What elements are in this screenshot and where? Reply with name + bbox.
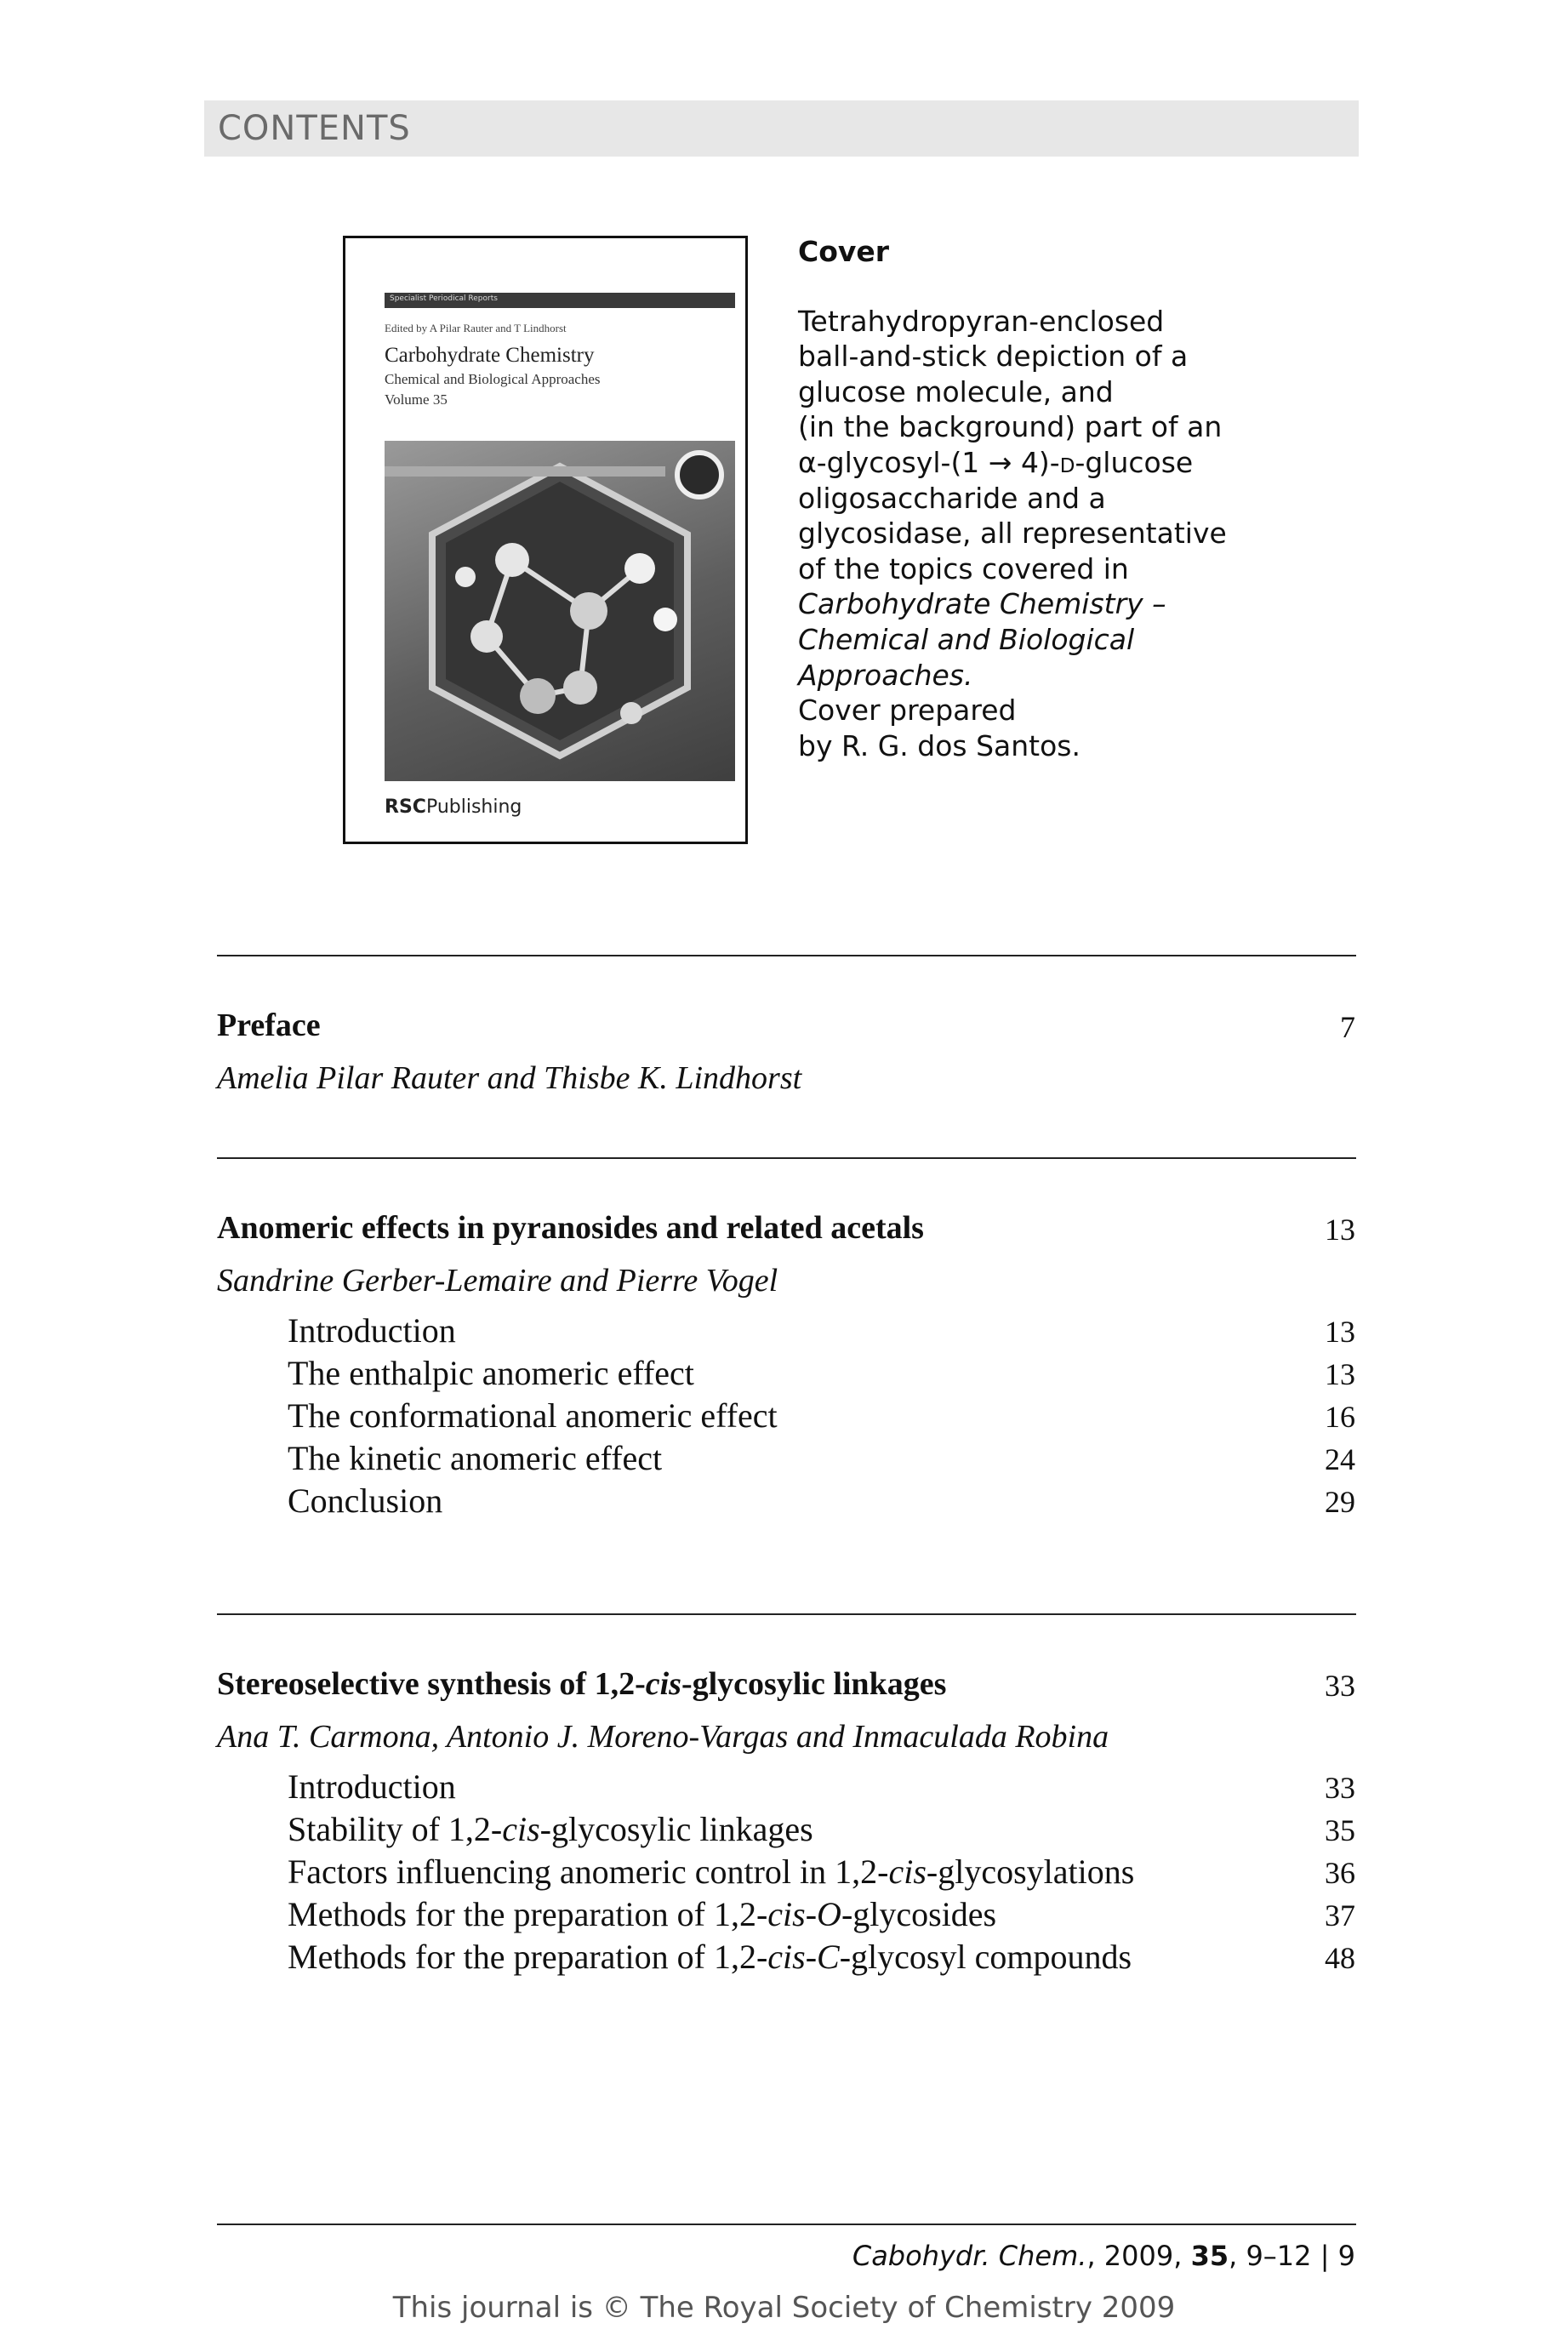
caption-line: glucose molecule, and [798,374,1114,408]
section-page: 48 [1325,1941,1355,1975]
section-page: 13 [1325,1315,1355,1349]
section-title[interactable]: Methods for the preparation of 1,2-cis-C-glycosyl compounds [288,1938,1132,1976]
cover-series-text: Specialist Periodical Reports [390,294,498,303]
cover-artwork [385,441,735,781]
caption-line: oligosaccharide and a [798,481,1106,515]
cover-title: Carbohydrate Chemistry [385,344,595,367]
section-page: 16 [1325,1400,1355,1434]
contents-header [204,100,1359,157]
preface-authors: Amelia Pilar Rauter and Thisbe K. Lindhorst [217,1060,802,1096]
section-title[interactable]: The kinetic anomeric effect [288,1439,663,1477]
section-title[interactable]: Methods for the preparation of 1,2-cis-O-glycosides [288,1895,997,1933]
section-title[interactable]: The conformational anomeric effect [288,1396,778,1435]
caption-line: Tetrahydropyran-enclosed [798,304,1165,338]
cover-series-band [385,293,735,308]
section-title[interactable]: Stability of 1,2-cis-glycosylic linkages [288,1810,813,1848]
section-page: 37 [1325,1898,1355,1932]
section-title[interactable]: Introduction [288,1311,456,1350]
cover-caption-heading: Cover [798,235,890,268]
section-title[interactable]: Introduction [288,1767,456,1806]
caption-line: glycosidase, all representative [798,517,1227,551]
preface-title[interactable]: Preface [217,1008,321,1043]
caption-line: Approaches. [798,658,973,692]
cover-caption [798,234,1274,763]
caption-line: (in the background) part of an [798,410,1223,444]
caption-line: Chemical and Biological [798,622,1135,656]
section-title[interactable]: Factors influencing anomeric control in 1,2-cis-glycosylations [288,1852,1135,1891]
section-page: 33 [1325,1771,1355,1805]
copyright-notice: This journal is © The Royal Society of Chemistry 2009 [392,2291,1176,2325]
cover-subtitle: Chemical and Biological Approaches [385,371,601,387]
caption-line: α-glycosyl-(1 → 4)-d-glucose [798,445,1194,479]
page-number: 9 [1337,2240,1355,2272]
chapter-authors: Ana T. Carmona, Antonio J. Moreno-Vargas and Inmaculada Robina [217,1719,1109,1755]
section-page: 24 [1325,1442,1355,1476]
caption-line: Cover prepared [798,694,1017,728]
divider [217,1613,1356,1615]
section-title[interactable]: Conclusion [288,1481,443,1520]
caption-line: ball-and-stick depiction of a [798,340,1189,374]
contents-label: CONTENTS [218,109,411,148]
chapter-authors: Sandrine Gerber-Lemaire and Pierre Vogel [217,1263,778,1299]
section-page: 35 [1325,1813,1355,1847]
cover-volume: Volume 35 [385,391,448,408]
divider [217,955,1356,956]
section-page: 36 [1325,1856,1355,1890]
footer-divider [217,2224,1356,2225]
caption-line: by R. G. dos Santos. [798,728,1080,762]
cover-editors: Edited by A Pilar Rauter and T Lindhorst [385,322,567,334]
footer-citation: Cabohydr. Chem., 2009, 35, 9–12 | 9 [852,2240,1355,2272]
cover-publisher: RSCPublishing [385,796,522,818]
molecule-illustration [385,441,735,781]
section-title[interactable]: The enthalpic anomeric effect [288,1354,694,1392]
caption-line: of the topics covered in [798,551,1129,585]
section-page: 29 [1325,1485,1355,1519]
preface-page: 7 [1340,1010,1355,1044]
chapter-page: 33 [1325,1669,1355,1703]
chapter-page: 13 [1325,1213,1355,1247]
section-page: 13 [1325,1357,1355,1391]
divider [217,1157,1356,1159]
chapter-title[interactable]: Stereoselective synthesis of 1,2-cis-glycosylic linkages [217,1666,947,1702]
chapter-title[interactable]: Anomeric effects in pyranosides and related acetals [217,1210,924,1246]
caption-line: Carbohydrate Chemistry – [798,587,1166,621]
cover-image [343,236,748,844]
